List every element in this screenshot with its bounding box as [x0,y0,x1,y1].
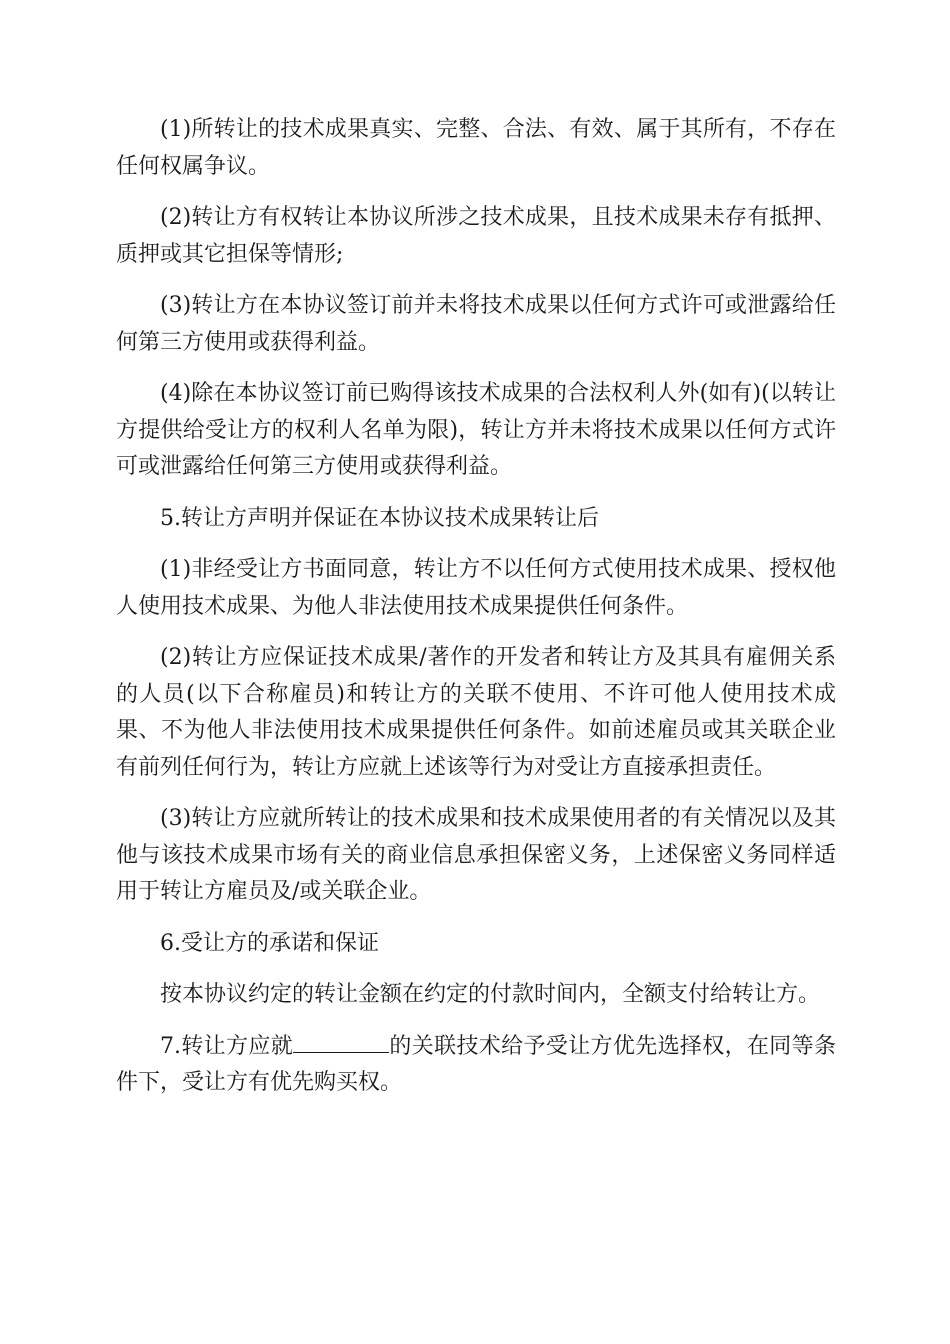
clause-1-1: (1)所转让的技术成果真实、完整、合法、有效、属于其所有，不存在任何权属争议。 [116,117,836,179]
clause-5-2: (2)转让方应保证技术成果/著作的开发者和转让方及其具有雇佣关系的人员(以下合称雇员)和转让方的关联不使用、不许可他人使用技术成果、不为他人非法使用技术成果提供任何条件。如前述雇员或其关联企业有前列任何行为，转让方应就上述该等行为对受让方直接承担责任。 [116,645,836,780]
clause-5-heading: 5.转让方声明并保证在本协议技术成果转让后 [160,505,599,531]
clause-6-heading: 6.受让方的承诺和保证 [160,930,379,956]
fill-in-blank[interactable] [293,1030,389,1053]
clause-6-body: 按本协议约定的转让金额在约定的付款时间内，全额支付给转让方。 [160,982,821,1007]
clause-1-3: (3)转让方在本协议签订前并未将技术成果以任何方式许可或泄露给任何第三方使用或获得利益。 [116,293,836,355]
clause-1-4: (4)除在本协议签订前已购得该技术成果的合法权利人外(如有)(以转让方提供给受让方的权利人名单为限)，转让方并未将技术成果以任何方式许可或泄露给任何第三方使用或获得利益。 [116,381,836,479]
clause-7 [116,1029,836,1102]
clause-5-3: (3)转让方应就所转让的技术成果和技术成果使用者的有关情况以及其他与该技术成果市场有关的商业信息承担保密义务，上述保密义务同样适用于转让方雇员及/或关联企业。 [116,806,836,904]
clause-5-1: (1)非经受让方书面同意，转让方不以任何方式使用技术成果、授权他人使用技术成果、为他人非法使用技术成果提供任何条件。 [116,557,836,619]
clause-1-2: (2)转让方有权转让本协议所涉之技术成果，且技术成果未存有抵押、质押或其它担保等情形; [116,205,836,267]
document-body [116,112,836,1117]
clause-7-after-blank: 的关联技术给予受让方优先选择权，在同等条件下，受让方有优先购买权。 [116,1033,836,1095]
clause-7-before-blank: 7.转让方应就 [160,1033,294,1059]
